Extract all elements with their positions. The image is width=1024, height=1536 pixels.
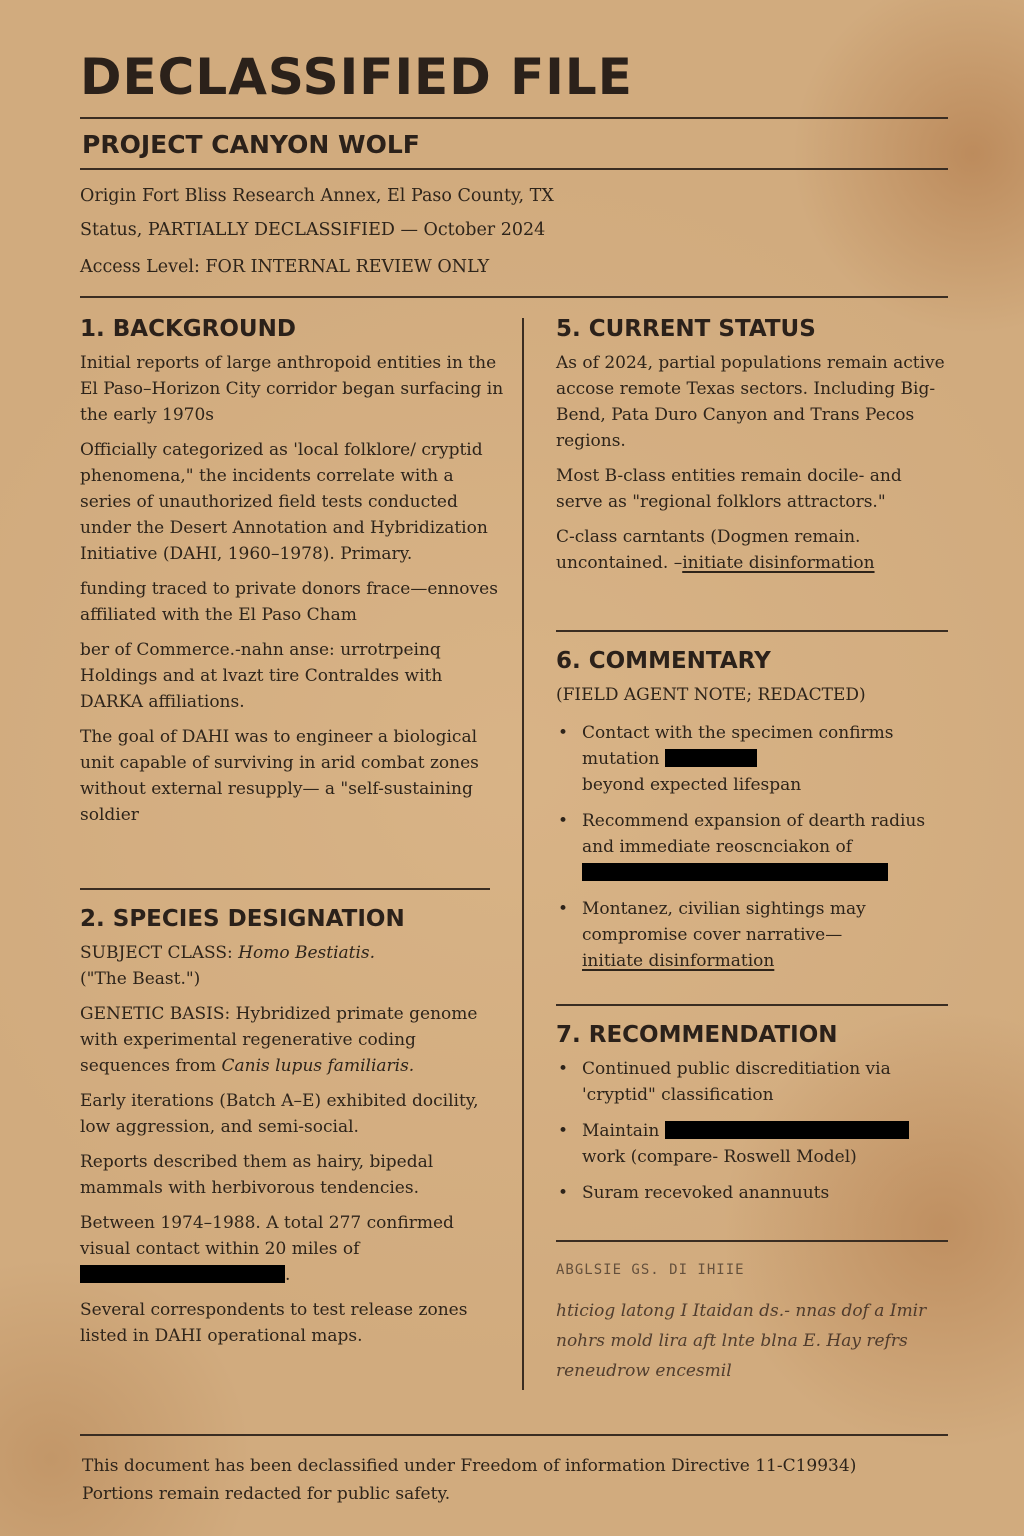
access-line: Access Level: FOR INTERNAL REVIEW ONLY: [80, 257, 490, 277]
subject-class-label: SUBJECT CLASS:: [80, 943, 239, 963]
disinformation-link-1: initiate disinformation: [682, 553, 875, 573]
background-para-2: Officially categorized as 'local folklore/ cryptid phenomena," the incidents correlate with a series of unauthorized field tests conducted under the Desert Annotation and Hybridization Initiative (DAHI, 1960–1978). Primary.: [80, 440, 488, 564]
commentary-item: [556, 808, 948, 886]
footer: [82, 1452, 856, 1508]
subject-class-name: Homo Bestiatis.: [238, 943, 376, 963]
genetic-basis-text: GENETIC BASIS: Hybridized primate genome with experimental regenerative coding sequences from: [80, 1004, 478, 1076]
section-7-rule: [556, 1240, 948, 1242]
commentary-item-1-text: Contact with the specimen confirms mutation: [582, 723, 894, 769]
redaction-bar: [665, 749, 757, 767]
section-recommendation-heading: 7. RECOMMENDATION: [556, 1022, 838, 1048]
species-section: [80, 906, 508, 1358]
recommendation-item: [556, 1118, 948, 1170]
commentary-item: [556, 720, 948, 798]
redaction-bar: [80, 1265, 285, 1283]
recommendation-list: [556, 1056, 948, 1206]
commentary-section: [556, 648, 948, 984]
recommendation-section: [556, 1022, 948, 1216]
genetic-species: Canis lupus familiaris.: [221, 1056, 415, 1076]
left-column: [80, 316, 508, 837]
sightings-end: .: [285, 1265, 291, 1285]
background-para-1: Initial reports of large anthropoid entities in the El Paso–Horizon City corridor began surfacing in the early 1970s: [80, 353, 504, 425]
handwritten-note: hticiog latong I Itaidan ds.- nnas dof a Imir nohrs mold lira aft lnte blna E. Hay refrs reneudrow encesmil: [556, 1301, 927, 1381]
genetic-basis: [80, 1001, 508, 1079]
project-name: PROJECT CANYON WOLF: [82, 130, 420, 159]
commentary-list: [556, 720, 948, 974]
footer-line-1: This document has been declassified under Freedom of information Directive 11-C19934): [82, 1456, 857, 1476]
recommendation-item-2-text: Maintain: [582, 1121, 660, 1141]
handwritten-note-label: ABGLSIE GS. DI IHIIE: [556, 1262, 745, 1278]
background-para-3: funding traced to private donors frace—ennoves affiliated with the El Paso Cham: [80, 579, 498, 625]
recommendation-item: • Suram recevoked anannuuts: [556, 1180, 948, 1206]
right-column-status: [556, 316, 948, 585]
status-para-3: [556, 524, 948, 576]
column-divider: [522, 318, 524, 1390]
species-para-5: [80, 1210, 508, 1288]
subtitle-rule: [80, 168, 948, 170]
commentary-item-2-text: Recommend expansion of dearth radius and immediate reoscnciakon of: [582, 811, 926, 857]
species-para-6: Several correspondents to test release zones listed in DAHI operational maps.: [80, 1300, 468, 1346]
footer-line-2: Portions remain redacted for public safety.: [82, 1484, 451, 1504]
section-commentary-heading: 6. COMMENTARY: [556, 648, 771, 674]
commentary-item: [556, 896, 948, 974]
recommendation-item: • Continued public discreditiation via 'cryptid" classification: [556, 1056, 948, 1108]
species-para-4: Reports described them as hairy, bipedal mammals with herbivorous tendencies.: [80, 1152, 434, 1198]
status-para-3-text: C-class carntants (Dogmen remain. uncontained. –: [556, 527, 861, 573]
section-6-rule: [556, 1004, 948, 1006]
origin-line: Origin Fort Bliss Research Annex, El Paso County, TX: [80, 186, 554, 206]
footer-rule: [80, 1434, 948, 1436]
section-background-heading: 1. BACKGROUND: [80, 316, 296, 342]
subject-class-nickname: ("The Beast."): [80, 969, 201, 989]
redaction-bar: [665, 1121, 909, 1139]
status-para-1: As of 2024, partial populations remain active accose remote Texas sectors. Including Big-Bend, Pata Duro Canyon and Trans Pecos regions.: [556, 353, 945, 451]
recommendation-item-2-end: work (compare- Roswell Model): [582, 1147, 857, 1167]
field-agent-note: (FIELD AGENT NOTE; REDACTED): [556, 685, 866, 705]
background-para-4: ber of Commerce.-nahn anse: urrotrpeinq Holdings and at lvazt tire Contraldes with DARKA affiliations.: [80, 640, 443, 712]
section-5-rule: [556, 630, 948, 632]
redaction-bar: [582, 863, 888, 881]
meta-rule: [80, 296, 948, 298]
commentary-item-3-text: Montanez, civilian sightings may compromise cover narrative—: [582, 899, 866, 945]
status-para-2: Most B-class entities remain docile- and serve as "regional folklors attractors.": [556, 466, 902, 512]
document-title: DECLASSIFIED FILE: [80, 48, 633, 106]
title-rule: [80, 117, 948, 119]
subject-class: [80, 940, 508, 992]
background-para-5: The goal of DAHI was to engineer a biological unit capable of surviving in arid combat zones without external resupply— a "self-sustaining soldier: [80, 727, 479, 825]
section-status-heading: 5. CURRENT STATUS: [556, 316, 816, 342]
section-species-heading: 2. SPECIES DESIGNATION: [80, 906, 405, 932]
commentary-item-1-end: beyond expected lifespan: [582, 775, 802, 795]
species-para-3: Early iterations (Batch A–E) exhibited docility, low aggression, and semi-social.: [80, 1091, 479, 1137]
section-1-rule: [80, 888, 490, 890]
status-line: Status, PARTIALLY DECLASSIFIED — October 2024: [80, 220, 546, 240]
disinformation-link-2: initiate disinformation: [582, 951, 775, 971]
sightings-text: Between 1974–1988. A total 277 confirmed visual contact within 20 miles of: [80, 1213, 454, 1259]
